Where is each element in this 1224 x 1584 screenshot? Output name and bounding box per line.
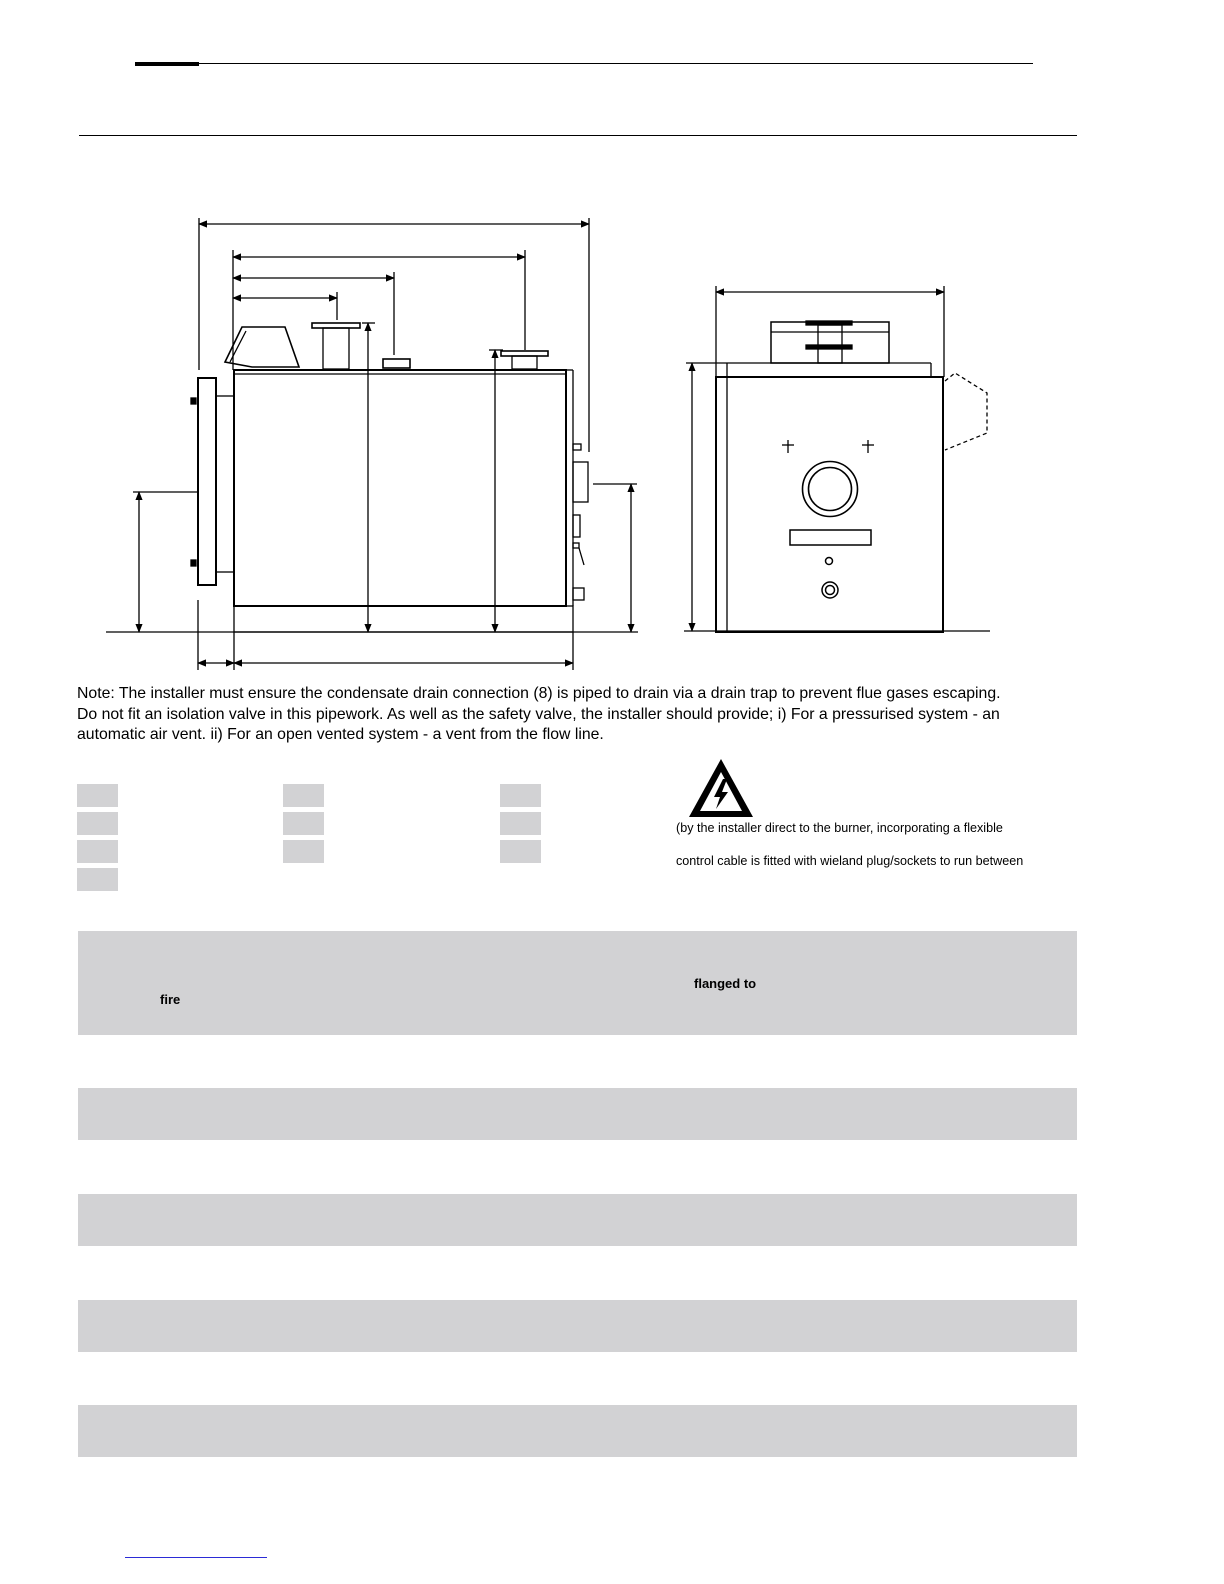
section-rule xyxy=(79,135,1077,136)
side-view xyxy=(106,218,638,670)
front-view xyxy=(684,286,990,632)
note-line: Do not fit an isolation valve in this pipework. As well as the safety valve, the installer should provide; i) For a pressurised system - an xyxy=(77,705,1000,723)
key-box xyxy=(77,868,118,891)
table-row xyxy=(78,1088,1077,1140)
key-box xyxy=(77,840,118,863)
key-box xyxy=(500,812,541,835)
table-header-label: flanged to xyxy=(694,976,757,991)
note-line: Note: The installer must ensure the condensate drain connection (8) is piped to drain via a drain trap to prevent flue gases escaping. xyxy=(77,685,1001,702)
key-box xyxy=(283,840,324,863)
table-header-label: fire xyxy=(160,992,181,1007)
electrical-note-line: control cable is fitted with wieland plug/sockets to run between xyxy=(676,854,1024,868)
table-header-band xyxy=(78,931,1077,1035)
table-row xyxy=(78,1300,1077,1352)
key-box xyxy=(500,840,541,863)
header-rule xyxy=(199,63,1033,64)
electrical-note-line: (by the installer direct to the burner, incorporating a flexible xyxy=(676,821,1003,835)
boiler-dimension-drawing xyxy=(0,180,1224,680)
electrical-hazard-icon xyxy=(687,757,755,819)
note-line: automatic air vent. ii) For an open vented system - a vent from the flow line. xyxy=(77,726,604,743)
header-accent-bar xyxy=(135,62,199,66)
table-row xyxy=(78,1405,1077,1457)
key-box xyxy=(77,812,118,835)
installation-note xyxy=(77,684,1077,746)
key-box xyxy=(500,784,541,807)
key-box xyxy=(283,784,324,807)
table-row xyxy=(78,1194,1077,1246)
footer-rule xyxy=(125,1557,267,1558)
key-box xyxy=(77,784,118,807)
key-box xyxy=(283,812,324,835)
